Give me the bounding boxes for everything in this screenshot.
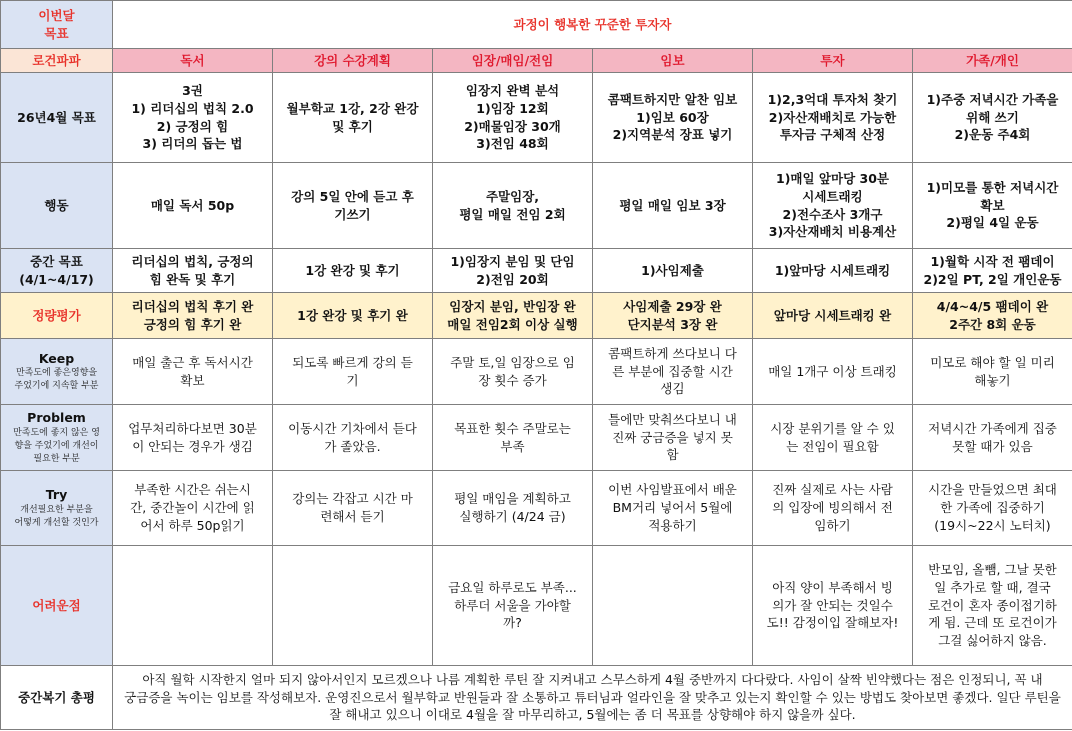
row-label-text: 26년4월 목표: [17, 109, 96, 125]
column-header-report: 임보: [593, 49, 753, 73]
table-cell: 매일 출근 후 독서시간 확보: [113, 339, 273, 405]
row-label-text: Problem: [27, 410, 86, 426]
table-cell: 콤팩트하게 쓰다보니 다 른 부분에 집중할 시간 생김: [593, 339, 753, 405]
table-cell: 1)임장지 분임 및 단임 2)전임 20회: [433, 249, 593, 293]
table-cell: 이번 사임발표에서 배운 BM거리 넣어서 5월에 적용하기: [593, 471, 753, 546]
row-label-description: 만족도에 좋지 않은 영 향을 주었기에 개선이 필요한 부분: [13, 427, 100, 464]
table-row-review: [1, 666, 1072, 730]
table-cell: 1)주중 저녁시간 가족을 위해 쓰기 2)운동 주4회: [913, 73, 1072, 163]
row-label: [1, 163, 113, 249]
table-row-midterm-goal: [1, 249, 1072, 293]
table-cell: 1강 완강 및 후기 완: [273, 293, 433, 339]
table-row-quantitative-eval: [1, 293, 1072, 339]
table-cell: 임장지 완벽 분석 1)임장 12회 2)매물임장 30개 3)전임 48회: [433, 73, 593, 163]
table-cell: 주말임장, 평일 매일 전임 2회: [433, 163, 593, 249]
table-cell: 업무처리하다보면 30분 이 안되는 경우가 생김: [113, 405, 273, 471]
table-cell: 부족한 시간은 쉬는시 간, 중간놀이 시간에 읽 어서 하루 50p읽기: [113, 471, 273, 546]
column-header-reading: 독서: [113, 49, 273, 73]
table-cell: 사임제출 29장 완 단지분석 3장 완: [593, 293, 753, 339]
table-cell: 목표한 횟수 주말로는 부족: [433, 405, 593, 471]
table-cell: [593, 546, 753, 666]
table-cell: 되도록 빠르게 강의 듣 기: [273, 339, 433, 405]
table-cell: 반모임, 올뺌, 그날 못한 일 추가로 할 때, 결국 로건이 혼자 종이접기하 게 됨. 근데 또 로건이가 그걸 싫어하지 않음.: [913, 546, 1072, 666]
row-label: [1, 405, 113, 471]
table-row-monthly-goal: [1, 73, 1072, 163]
row-label-text: Try: [45, 487, 68, 503]
row-label-text: Keep: [38, 350, 75, 366]
page-title: 과정이 행복한 꾸준한 투자자: [113, 1, 1072, 49]
table-cell: 임장지 분임, 반임장 완 매일 전임2회 이상 실행: [433, 293, 593, 339]
table-cell: [273, 546, 433, 666]
table-row-keep: [1, 339, 1072, 405]
review-text: 아직 월학 시작한지 얼마 되지 않아서인지 모르겠으나 나름 계획한 루틴 잘 지켜내고 스무스하게 4월 중반까지 다다랐다. 사임이 살짝 빈약했다는 점은 인정되니, 꼭 내 궁금증을 녹이는 임보를 작성해보자. 운영진으로서 월부학교 반원들과 잘 소통하고 튜터님과 얼라인을 잘 맞추고 있는지 확인할 수 있는 방법도 찾아보면 좋겠다. 일단 루틴을 잘 해내고 있으니 이대로 4월을 잘 마무리하고, 5월에는 좀 더 목표를 상향해야 하지 않을까 싶다.: [113, 666, 1072, 730]
row-label-text: 정량평가: [32, 307, 81, 323]
column-header-row: [1, 49, 1072, 73]
table-cell: 아직 양이 부족해서 빙 의가 잘 안되는 것일수 도!! 감정이입 잘해보자!: [753, 546, 913, 666]
table-cell: 4/4~4/5 팸데이 완 2주간 8회 운동: [913, 293, 1072, 339]
table-cell: 앞마당 시세트래킹 완: [753, 293, 913, 339]
column-header-investment: 투자: [753, 49, 913, 73]
row-label-description: 만족도에 좋은영향을 주었기에 지속할 부분: [14, 368, 99, 392]
table-cell: 1강 완강 및 후기: [273, 249, 433, 293]
column-header-field-visit: 임장/매임/전임: [433, 49, 593, 73]
table-cell: 리더십의 법칙, 긍정의 힘 완독 및 후기: [113, 249, 273, 293]
table-cell: 틀에만 맞춰쓰다보니 내 진짜 궁금증을 넣지 못 함: [593, 405, 753, 471]
table-cell: 콤팩트하지만 알찬 임보 1)임보 60장 2)지역분석 장표 넣기: [593, 73, 753, 163]
table-cell: 월부학교 1강, 2강 완강 및 후기: [273, 73, 433, 163]
table-cell: 이동시간 기차에서 듣다 가 졸았음.: [273, 405, 433, 471]
table-row-problem: [1, 405, 1072, 471]
row-label: [1, 293, 113, 339]
table-cell: 1)2,3억대 투자처 찾기 2)자산재배치로 가능한 투자금 구체적 산정: [753, 73, 913, 163]
table-cell: 시간을 만들었으면 최대 한 가족에 집중하기 (19시~22시 노터치): [913, 471, 1072, 546]
table-cell: 매일 독서 50p: [113, 163, 273, 249]
table-cell: 금요일 하루로도 부족... 하루더 서울을 가야할 까?: [433, 546, 593, 666]
row-label: [1, 73, 113, 163]
table-cell: 리더십의 법칙 후기 완 긍정의 힘 후기 완: [113, 293, 273, 339]
table-cell: 강의는 각잡고 시간 마 련해서 듣기: [273, 471, 433, 546]
table-cell: 저녁시간 가족에게 집중 못할 때가 있음: [913, 405, 1072, 471]
title-row: [1, 1, 1072, 49]
table-cell: 1)앞마당 시세트래킹: [753, 249, 913, 293]
table-cell: 평일 매임을 계획하고 실행하기 (4/24 금): [433, 471, 593, 546]
row-label-text: 중간 목표 (4/1~4/17): [19, 253, 94, 287]
column-header-lecture: 강의 수강계획: [273, 49, 433, 73]
table-cell: 1)사임제출: [593, 249, 753, 293]
table-row-try: [1, 471, 1072, 546]
review-label: 중간복기 총평: [1, 666, 113, 730]
table-cell: 주말 토,일 임장으로 임 장 횟수 증가: [433, 339, 593, 405]
table-cell: 1)월학 시작 전 팸데이 2)2일 PT, 2일 개인운동: [913, 249, 1072, 293]
table-cell: 1)미모를 통한 저녁시간 확보 2)평일 4일 운동: [913, 163, 1072, 249]
table-cell: 3권 1) 리더십의 법칙 2.0 2) 긍정의 힘 3) 리더의 돕는 법: [113, 73, 273, 163]
row-label: [1, 471, 113, 546]
table-cell: 시장 분위기를 알 수 있 는 전임이 필요함: [753, 405, 913, 471]
row-label: [1, 339, 113, 405]
table-row-action: [1, 163, 1072, 249]
row-label-text: 행동: [44, 197, 69, 213]
table-row-difficulties: [1, 546, 1072, 666]
table-cell: 1)매일 앞마당 30분 시세트래킹 2)전수조사 3개구 3)자산재배치 비용계산: [753, 163, 913, 249]
table-cell: 미모로 해야 할 일 미리 해놓기: [913, 339, 1072, 405]
column-header-family: 가족/개인: [913, 49, 1072, 73]
row-label-description: 개선필요한 부분을 어떻게 개선할 것인가: [14, 504, 99, 528]
table-cell: 평일 매일 임보 3장: [593, 163, 753, 249]
row-label: 어려운점: [1, 546, 113, 666]
row-label: [1, 249, 113, 293]
table-cell: [113, 546, 273, 666]
table-cell: 강의 5일 안에 듣고 후 기쓰기: [273, 163, 433, 249]
month-goal-label: 이번달 목표: [1, 1, 113, 49]
table-cell: 매일 1개구 이상 트래킹: [753, 339, 913, 405]
table-cell: 진짜 실제로 사는 사람 의 입장에 빙의해서 전 임하기: [753, 471, 913, 546]
user-name-label: 로건파파: [1, 49, 113, 73]
